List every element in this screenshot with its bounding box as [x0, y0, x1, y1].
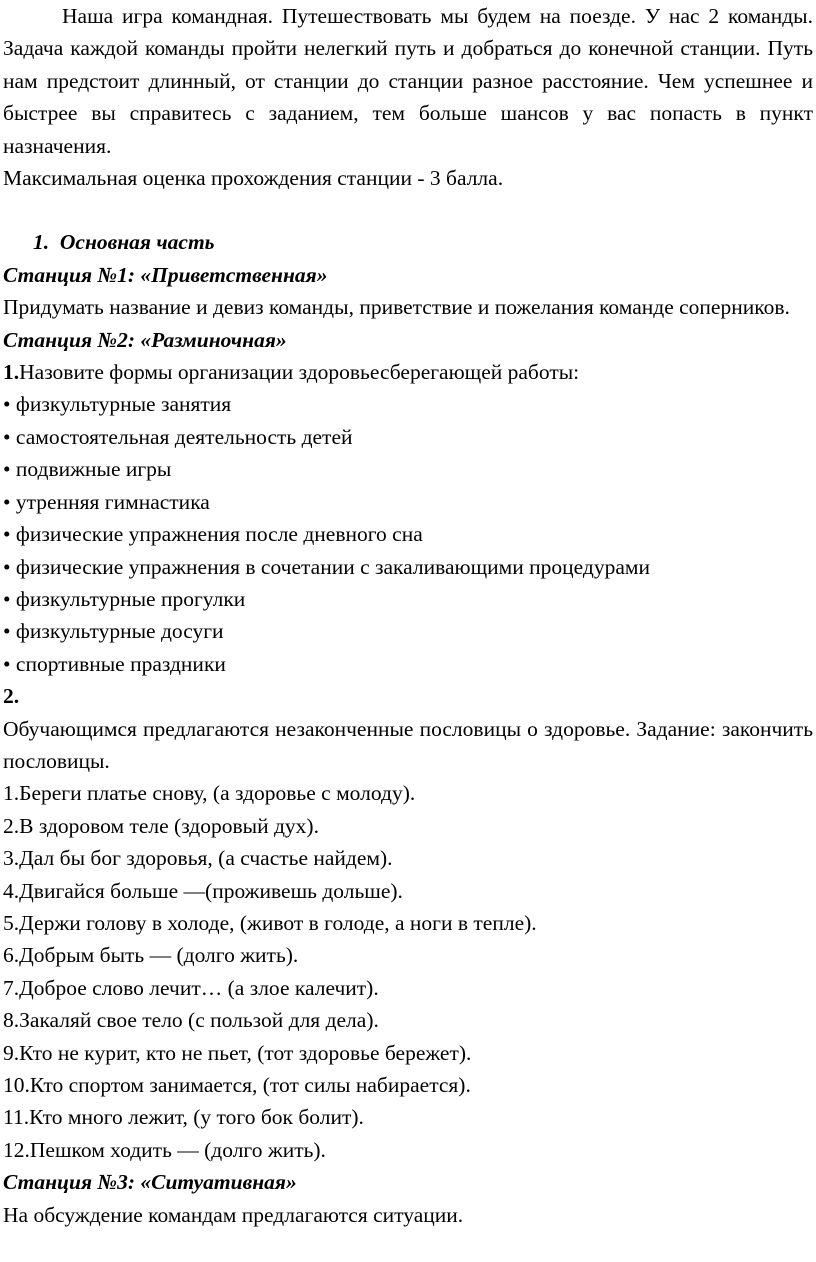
proverb-item: 3.Дал бы бог здоровья, (а счастье найдем). [3, 846, 393, 871]
station-3-title: Станция №3: «Ситуативная» [3, 1170, 297, 1195]
list-item: • самостоятельная деятельность детей [3, 424, 353, 449]
intro-paragraph: Наша игра командная. Путешествовать мы будем на поезде. У нас 2 команды. Задача каждой команды пройти нелегкий путь и добраться до конечной станции. Путь нам предстоит длинный, от станции до станции разное расстояние. Чем успешнее и быстрее вы справитесь с заданием, тем больше шансов у вас попасть в пункт назначения. [3, 4, 813, 158]
section-title: Основная часть [59, 230, 215, 255]
proverb-item: 5.Держи голову в холоде, (живот в голоде, а ноги в тепле). [3, 910, 537, 935]
proverb-item: 2.В здоровом теле (здоровый дух). [3, 813, 319, 838]
blank-line [3, 194, 813, 226]
proverb-item: 9.Кто не курит, кто не пьет, (тот здоровье бережет). [3, 1040, 472, 1065]
question-1 [3, 356, 813, 388]
proverb-item: 8.Закаляй свое тело (с пользой для дела). [3, 1008, 379, 1033]
list-item: • физические упражнения после дневного сна [3, 522, 423, 547]
proverb-item: 11.Кто много лежит, (у того бок болит). [3, 1105, 364, 1130]
section-number: 1. [33, 230, 50, 255]
document-page [3, 0, 813, 1231]
station-3-task: На обсуждение командам предлагаются ситуации. [3, 1202, 464, 1227]
list-item: • подвижные игры [3, 457, 172, 482]
proverb-item: 10.Кто спортом занимается, (тот силы набирается). [3, 1073, 471, 1097]
list-item: • физические упражнения в сочетании с закаливающими процедурами [3, 554, 651, 579]
proverb-item: 6.Добрым быть — (долго жить). [3, 943, 299, 968]
proverb-item: 4.Двигайся больше —(проживешь дольше). [3, 878, 403, 903]
question-1-number: 1. [3, 360, 20, 385]
question-1-text: Назовите формы организации здоровьесберегающей работы: [19, 360, 580, 385]
max-score-text: Максимальная оценка прохождения станции - 3 балла. [3, 166, 504, 191]
proverb-item: 12.Пешком ходить — (долго жить). [3, 1137, 326, 1162]
station-1-title: Станция №1: «Приветственная» [3, 262, 328, 287]
question-2-text: Обучающимся предлагаются незаконченные пословицы о здоровье. Задание: закончить пословицы. [3, 716, 813, 773]
list-item: • физкультурные прогулки [3, 586, 246, 611]
proverb-item: 1.Береги платье снову, (а здоровье с молоду). [3, 781, 416, 806]
bullet-list [3, 388, 813, 680]
question-2-number: 2. [3, 684, 20, 709]
list-item: • физкультурные занятия [3, 392, 232, 417]
proverb-list [3, 777, 813, 1166]
station-1-task: Придумать название и девиз команды, приветствие и пожелания команде соперников. [3, 295, 790, 320]
section-heading [3, 226, 813, 258]
station-2-title: Станция №2: «Разминочная» [3, 327, 287, 352]
list-item: • утренняя гимнастика [3, 489, 210, 514]
list-item: • физкультурные досуги [3, 619, 224, 644]
proverb-item: 7.Доброе слово лечит… (а злое калечит). [3, 975, 379, 1000]
list-item: • спортивные праздники [3, 651, 226, 676]
